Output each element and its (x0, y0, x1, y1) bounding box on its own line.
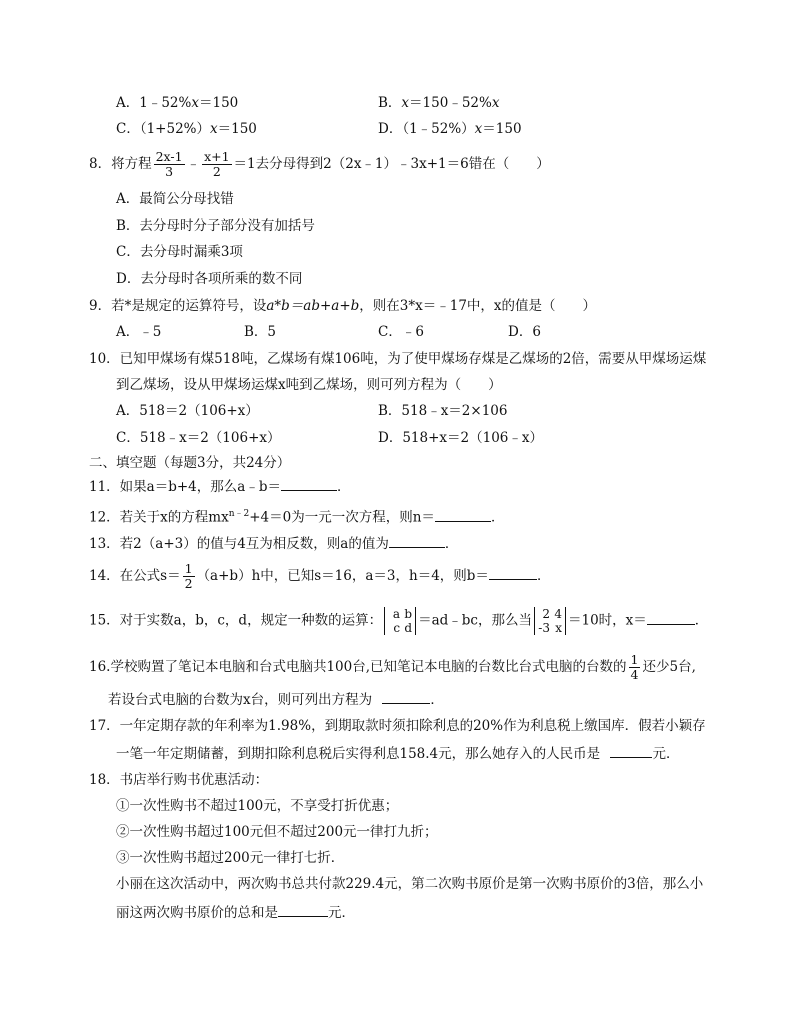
q8-fraction-1: $\frac{2x-1}{3}$ (155, 149, 183, 179)
q10-stem-line1: 10．已知甲煤场有煤518吨，乙煤场有煤106吨，为了使甲煤场存煤是乙煤场的2倍，需要从甲煤场运煤 (89, 351, 707, 367)
q14-answer-blank[interactable] (489, 565, 537, 580)
q10-option-d: D．518+x＝2（106﹣x） (378, 430, 543, 446)
q16-fraction: $\frac{1}{4}$ (630, 652, 639, 682)
q9-option-c: C．﹣6 (378, 324, 424, 340)
q14-fraction: $\frac{1}{2}$ (184, 561, 193, 591)
q9-option-a: A．﹣5 (116, 324, 162, 340)
q8-option-c: C．去分母时漏乘3项 (116, 244, 243, 260)
q18-line1: 小丽在这次活动中，两次购书总共付款229.4元，第二次购书原价是第一次购书原价的3倍，那么小 (116, 876, 704, 892)
q11: 11．如果a＝b+4，那么a﹣b＝ ． (89, 476, 350, 496)
q17-line2: 一笔一年定期储蓄，到期扣除利息税后实得利息158.4元，那么她存入的人民币是 元． (116, 743, 679, 763)
q18-stem: 18．书店举行购书优惠活动： (89, 772, 269, 788)
q9-stem: 9．若*是规定的运算符号，设a*b＝ab+a+b，则在3*x＝﹣17中，x的值是（ ） (89, 298, 597, 314)
q8-option-b: B．去分母时分子部分没有加括号 (116, 218, 315, 234)
q16-line2: 若设台式电脑的台数为x台，则可列出方程为 ． (108, 689, 444, 709)
q18-rule-3: ③一次性购书超过200元一律打七折． (116, 850, 345, 866)
q18-rule-1: ①一次性购书不超过100元，不享受打折优惠； (116, 798, 399, 814)
q15: 15．对于实数a，b，c，d，规定一种数的运算： a b c d ＝ad﹣bc，那么当 2 4 -3 x ＝10时，x＝ ． (89, 607, 709, 635)
q10-option-b: B．518﹣x＝2×106 (378, 403, 508, 419)
q16-answer-blank[interactable] (382, 689, 430, 704)
q15-answer-blank[interactable] (647, 610, 695, 625)
q13-answer-blank[interactable] (389, 533, 445, 548)
q15-determinant-given: 2 4 -3 x (534, 607, 566, 635)
q7-option-b: B．x＝150﹣52%x (378, 95, 500, 111)
q18-rule-2: ②一次性购书超过100元但不超过200元一律打九折； (116, 824, 438, 840)
q7-option-a: A．1﹣52%x＝150 (116, 95, 239, 111)
q8-option-d: D．去分母时各项所乘的数不同 (116, 271, 303, 287)
q16-line1: 16.学校购置了笔记本电脑和台式电脑共100台,已知笔记本电脑的台数比台式电脑的台数的 $\frac{1}{4}$ 还少5台, (89, 652, 696, 682)
q17-line1: 17．一年定期存款的年利率为1.98%，到期取款时须扣除利息的20%作为利息税上缴国库．假若小颖存 (89, 718, 706, 734)
q15-determinant-definition: a b c d (384, 607, 416, 635)
q12: 12．若关于x的方程$mx^{n﹣2}+4=0$为一元一次方程，则n＝ ． (89, 505, 504, 527)
q7-option-d: D．（1﹣52%）x＝150 (378, 121, 522, 137)
q7-option-c: C．（1+52%）x＝150 (116, 121, 257, 137)
q14: 14．在公式s＝ $\frac{1}{2}$ （a+b）h中，已知s＝16，a＝3，h＝4，则b＝ ． (89, 561, 551, 591)
section-title-fill-in: 二、填空题（每题3分，共24分） (89, 455, 291, 471)
q8-fraction-2: $\frac{x+1}{2}$ (204, 149, 230, 179)
q8-option-a: A．最简公分母找错 (116, 191, 234, 207)
q8-stem: 8．将方程 $\frac{2x-1}{3}$ ﹣ $\frac{x+1}{2}$ ＝1去分母得到2（2x﹣1）﹣3x+1＝6错在（ ） (89, 149, 550, 179)
q9-option-b: B．5 (244, 324, 277, 340)
q9-option-d: D．6 (508, 324, 541, 340)
q13: 13．若2（a+3）的值与4互为相反数，则a的值为 ． (89, 533, 458, 553)
q10-option-c: C．518﹣x＝2（106+x） (116, 430, 281, 446)
q11-answer-blank[interactable] (281, 476, 337, 491)
q10-stem-line2: 到乙煤场，设从甲煤场运煤x吨到乙煤场，则可列方程为（ ） (116, 377, 502, 393)
q12-answer-blank[interactable] (435, 507, 491, 522)
q18-answer-blank[interactable] (278, 902, 328, 917)
q18-line2: 丽这两次购书原价的总和是 元． (116, 902, 355, 922)
q17-answer-blank[interactable] (610, 743, 652, 758)
q10-option-a: A．518＝2（106+x） (116, 403, 259, 419)
